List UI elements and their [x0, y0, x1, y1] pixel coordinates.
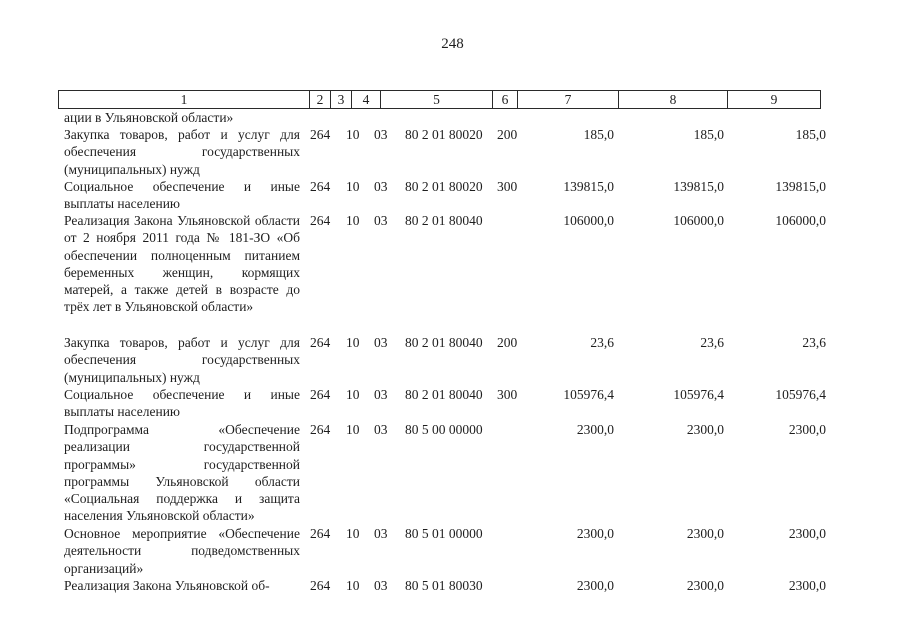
column-number-header — [58, 90, 821, 109]
cell-amount-col7: 23,6 — [590, 335, 614, 350]
cell-ministry: 264 — [310, 526, 331, 541]
page-number: 248 — [441, 36, 464, 52]
cell-target-article: 80 2 01 80020 — [405, 127, 483, 142]
cell-section: 10 — [346, 213, 360, 228]
cell-expense-type: 200 — [497, 335, 518, 350]
cell-amount-col8: 105976,4 — [673, 387, 724, 402]
cell-amount-col8: 106000,0 — [673, 213, 724, 228]
cell-ministry: 264 — [310, 387, 331, 402]
cell-ministry: 264 — [310, 179, 331, 194]
cell-ministry: 264 — [310, 213, 331, 228]
header-col-6: 6 — [493, 91, 518, 109]
cell-amount-col7: 106000,0 — [563, 213, 614, 228]
cell-section: 10 — [346, 387, 360, 402]
cell-amount-col8: 2300,0 — [686, 422, 724, 437]
cell-subsection: 03 — [374, 335, 388, 350]
cell-subsection: 03 — [374, 387, 388, 402]
cell-amount-col8: 139815,0 — [673, 179, 724, 194]
cell-ministry: 264 — [310, 335, 331, 350]
cell-expense-type: 200 — [497, 127, 518, 142]
row-description: Реализация Закона Ульяновской об- — [64, 578, 270, 593]
cell-section: 10 — [346, 526, 360, 541]
header-col-8: 8 — [619, 91, 728, 109]
cell-amount-col8: 185,0 — [693, 127, 724, 142]
cell-target-article: 80 5 00 00000 — [405, 422, 483, 437]
cell-subsection: 03 — [374, 526, 388, 541]
cell-subsection: 03 — [374, 179, 388, 194]
row-description: ации в Ульяновской области» — [64, 110, 234, 125]
cell-subsection: 03 — [374, 578, 388, 593]
header-col-3: 3 — [331, 91, 352, 109]
cell-amount-col8: 2300,0 — [686, 578, 724, 593]
cell-amount-col8: 2300,0 — [686, 526, 724, 541]
cell-target-article: 80 5 01 00000 — [405, 526, 483, 541]
cell-subsection: 03 — [374, 127, 388, 142]
cell-amount-col9: 23,6 — [802, 335, 826, 350]
row-description: Реализация Закона Ульяновской области от 2 ноября 2011 года № 181-ЗО «Об обеспечении полноценным питанием беременных женщин, кормящих матерей, а также детей в возрасте до трёх лет в Ульяновской области» — [64, 213, 300, 315]
header-col-5: 5 — [381, 91, 493, 109]
cell-subsection: 03 — [374, 213, 388, 228]
row-description: Основное мероприятие «Обеспечение деятельности подведомственных организаций» — [64, 526, 300, 576]
cell-section: 10 — [346, 578, 360, 593]
cell-ministry: 264 — [310, 127, 331, 142]
cell-target-article: 80 2 01 80040 — [405, 335, 483, 350]
cell-target-article: 80 5 01 80030 — [405, 578, 483, 593]
cell-subsection: 03 — [374, 422, 388, 437]
cell-amount-col9: 106000,0 — [775, 213, 826, 228]
cell-expense-type: 300 — [497, 179, 518, 194]
cell-amount-col7: 139815,0 — [563, 179, 614, 194]
header-col-4: 4 — [352, 91, 381, 109]
cell-amount-col9: 105976,4 — [775, 387, 826, 402]
cell-section: 10 — [346, 127, 360, 142]
cell-amount-col7: 105976,4 — [563, 387, 614, 402]
row-description: Подпрограмма «Обеспечение реализации государственной программы» государственной программы Ульяновской области «Социальная поддержка и защита населения Ульяновской области» — [64, 422, 300, 524]
cell-ministry: 264 — [310, 422, 331, 437]
cell-ministry: 264 — [310, 578, 331, 593]
cell-section: 10 — [346, 422, 360, 437]
cell-section: 10 — [346, 179, 360, 194]
cell-amount-col7: 2300,0 — [576, 526, 614, 541]
header-col-7: 7 — [518, 91, 619, 109]
cell-amount-col7: 2300,0 — [576, 578, 614, 593]
cell-target-article: 80 2 01 80040 — [405, 213, 483, 228]
cell-section: 10 — [346, 335, 360, 350]
cell-amount-col7: 185,0 — [583, 127, 614, 142]
header-row — [59, 91, 821, 109]
cell-target-article: 80 2 01 80040 — [405, 387, 483, 402]
row-description: Закупка товаров, работ и услуг для обеспечения государственных (муниципальных) нужд — [64, 127, 300, 177]
header-col-1: 1 — [59, 91, 310, 109]
cell-amount-col9: 2300,0 — [788, 422, 826, 437]
header-col-2: 2 — [310, 91, 331, 109]
header-col-9: 9 — [728, 91, 821, 109]
row-description: Социальное обеспечение и иные выплаты населению — [64, 179, 300, 212]
cell-amount-col7: 2300,0 — [576, 422, 614, 437]
cell-amount-col9: 2300,0 — [788, 526, 826, 541]
cell-amount-col9: 2300,0 — [788, 578, 826, 593]
row-description: Социальное обеспечение и иные выплаты населению — [64, 387, 300, 420]
cell-amount-col8: 23,6 — [700, 335, 724, 350]
cell-expense-type: 300 — [497, 387, 518, 402]
cell-amount-col9: 185,0 — [795, 127, 826, 142]
cell-target-article: 80 2 01 80020 — [405, 179, 483, 194]
row-description: Закупка товаров, работ и услуг для обеспечения государственных (муниципальных) нужд — [64, 335, 300, 385]
cell-amount-col9: 139815,0 — [775, 179, 826, 194]
